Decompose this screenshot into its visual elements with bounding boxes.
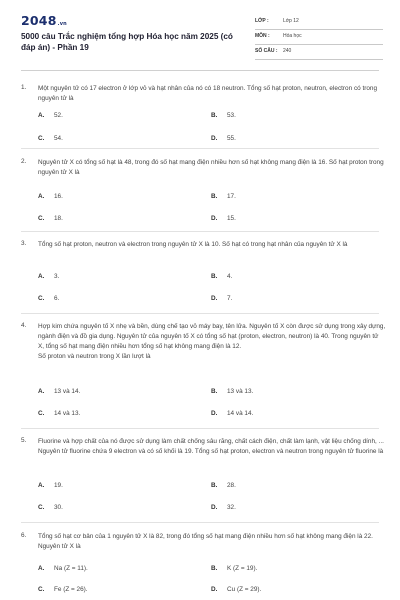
question-number: 6. xyxy=(21,532,27,539)
question-text: Một nguyên tử có 17 electron ở lớp vỏ và hạt nhân của nó có 18 neutron. Tổng số hạt proton, neutron, electron có trong nguyên tử là xyxy=(38,85,378,102)
option-d[interactable] xyxy=(211,504,236,511)
option-c[interactable] xyxy=(38,504,63,511)
option-letter: A. xyxy=(38,482,45,489)
logo-text[interactable]: 2048 xyxy=(21,13,57,28)
question-number: 5. xyxy=(21,437,27,444)
option-d[interactable] xyxy=(211,295,232,302)
option-b[interactable] xyxy=(211,193,236,200)
document-title: 5000 câu Trắc nghiệm tổng hợp Hóa học năm 2025 (có đáp án) - Phần 19 xyxy=(21,32,233,52)
question-text: Tổng số hạt cơ bản của 1 nguyên tử X là 82, trong đó tổng số hạt mang điện nhiều hơn số hạt không mang điện là 22. Nguyên tử X là xyxy=(38,533,373,550)
option-letter: C. xyxy=(38,410,45,417)
meta-value-class: Lớp 12 xyxy=(283,18,299,24)
option-letter: D. xyxy=(211,504,218,511)
option-c[interactable] xyxy=(38,410,80,417)
question-text: Fluorine và hợp chất của nó được sử dụng làm chất chống sâu răng, chất cách điện, chất làm lạnh, vật liệu chống dính, ... Nguyên tử fluorine chứa 9 electron và có số khối là 19. Tổng số hạt proton, electron và neutron trong nguyên tử fluorine là xyxy=(38,438,384,455)
option-letter: B. xyxy=(211,112,218,119)
option-text: 55. xyxy=(227,135,236,142)
question-number: 2. xyxy=(21,158,27,165)
option-text: 17. xyxy=(227,193,236,200)
option-text: 53. xyxy=(227,112,236,119)
option-letter: D. xyxy=(211,586,218,593)
question-prompt: Số proton và neutron trong X lần lượt là xyxy=(38,353,151,360)
option-letter: C. xyxy=(38,215,45,222)
option-text: 3. xyxy=(54,273,60,280)
option-text: Fe (Z = 26). xyxy=(54,586,88,593)
meta-value-count: 240 xyxy=(283,48,292,54)
option-text: 19. xyxy=(54,482,63,489)
page-header xyxy=(0,0,400,70)
option-a[interactable] xyxy=(38,273,59,280)
option-text: 52. xyxy=(54,112,63,119)
option-b[interactable] xyxy=(211,112,236,119)
question-text: Tổng số hạt proton, neutron và electron trong nguyên tử X là 10. Số hạt có trong hạt nhân của nguyên tử X là xyxy=(38,241,348,248)
option-letter: A. xyxy=(38,565,45,572)
option-a[interactable] xyxy=(38,388,80,395)
option-text: 30. xyxy=(54,504,63,511)
option-d[interactable] xyxy=(211,135,236,142)
option-d[interactable] xyxy=(211,410,253,417)
option-letter: B. xyxy=(211,388,218,395)
option-letter: C. xyxy=(38,135,45,142)
option-letter: A. xyxy=(38,388,45,395)
meta-label-class: LỚP : xyxy=(255,18,269,24)
question-divider xyxy=(21,148,379,149)
option-b[interactable] xyxy=(211,273,232,280)
option-text: 15. xyxy=(227,215,236,222)
meta-row-count xyxy=(255,45,383,60)
option-letter: B. xyxy=(211,565,218,572)
option-d[interactable] xyxy=(211,215,236,222)
option-text: 32. xyxy=(227,504,236,511)
option-b[interactable] xyxy=(211,388,253,395)
question-divider xyxy=(21,313,379,314)
option-text: 13 và 13. xyxy=(227,388,254,395)
option-letter: B. xyxy=(211,482,218,489)
option-text: 13 và 14. xyxy=(54,388,81,395)
option-text: 7. xyxy=(227,295,233,302)
option-text: Cu (Z = 29). xyxy=(227,586,262,593)
meta-value-subject: Hóa học xyxy=(283,33,302,39)
question-text: Nguyên tử X có tổng số hạt là 48, trong đó số hạt mang điện nhiều hơn số hạt không mang điện là 16. Số hạt proton trong nguyên tử X là xyxy=(38,159,384,176)
document-meta xyxy=(255,15,383,60)
option-text: 4. xyxy=(227,273,233,280)
meta-row-class xyxy=(255,15,383,30)
question-number: 1. xyxy=(21,84,27,91)
question-text xyxy=(38,322,386,362)
option-letter: B. xyxy=(211,273,218,280)
question-body: Hợp kim chứa nguyên tố X nhẹ và bền, dùng chế tạo vỏ máy bay, tên lửa. Nguyên tố X còn được sử dụng trong xây dựng, ngành điện và đồ gia dụng. Nguyên tử của nguyên tố X có tổng số hạt (proton, electron, neutron) là 40. Trong nguyên tử X, tổng số hạt mang điện nhiều hơn tổng số hạt không mang điện là 12. xyxy=(38,323,386,350)
option-c[interactable] xyxy=(38,586,88,593)
option-text: K (Z = 19). xyxy=(227,565,258,572)
option-b[interactable] xyxy=(211,482,236,489)
option-c[interactable] xyxy=(38,215,63,222)
meta-label-subject: MÔN : xyxy=(255,33,270,39)
meta-row-subject xyxy=(255,30,383,45)
option-a[interactable] xyxy=(38,482,63,489)
option-letter: A. xyxy=(38,273,45,280)
header-divider xyxy=(21,70,379,71)
option-c[interactable] xyxy=(38,295,59,302)
option-a[interactable] xyxy=(38,112,63,119)
logo-suffix[interactable]: .vn xyxy=(57,21,67,27)
option-letter: D. xyxy=(211,135,218,142)
option-a[interactable] xyxy=(38,565,88,572)
option-letter: C. xyxy=(38,586,45,593)
question-number: 3. xyxy=(21,240,27,247)
option-text: 18. xyxy=(54,215,63,222)
option-letter: B. xyxy=(211,193,218,200)
question-divider xyxy=(21,428,379,429)
option-letter: D. xyxy=(211,410,218,417)
option-letter: C. xyxy=(38,504,45,511)
question-divider xyxy=(21,522,379,523)
option-letter: A. xyxy=(38,112,45,119)
option-b[interactable] xyxy=(211,565,257,572)
option-text: 14 và 14. xyxy=(227,410,254,417)
option-letter: C. xyxy=(38,295,45,302)
meta-label-count: SỐ CÂU : xyxy=(255,48,278,54)
option-a[interactable] xyxy=(38,193,63,200)
option-text: 54. xyxy=(54,135,63,142)
option-letter: D. xyxy=(211,215,218,222)
option-text: 28. xyxy=(227,482,236,489)
option-letter: D. xyxy=(211,295,218,302)
question-number: 4. xyxy=(21,322,27,329)
option-c[interactable] xyxy=(38,135,63,142)
site-logo[interactable] xyxy=(21,13,67,28)
option-text: 14 và 13. xyxy=(54,410,81,417)
option-text: Na (Z = 11). xyxy=(54,565,88,572)
question-divider xyxy=(21,231,379,232)
option-letter: A. xyxy=(38,193,45,200)
option-text: 16. xyxy=(54,193,63,200)
option-d[interactable] xyxy=(211,586,261,593)
option-text: 6. xyxy=(54,295,60,302)
